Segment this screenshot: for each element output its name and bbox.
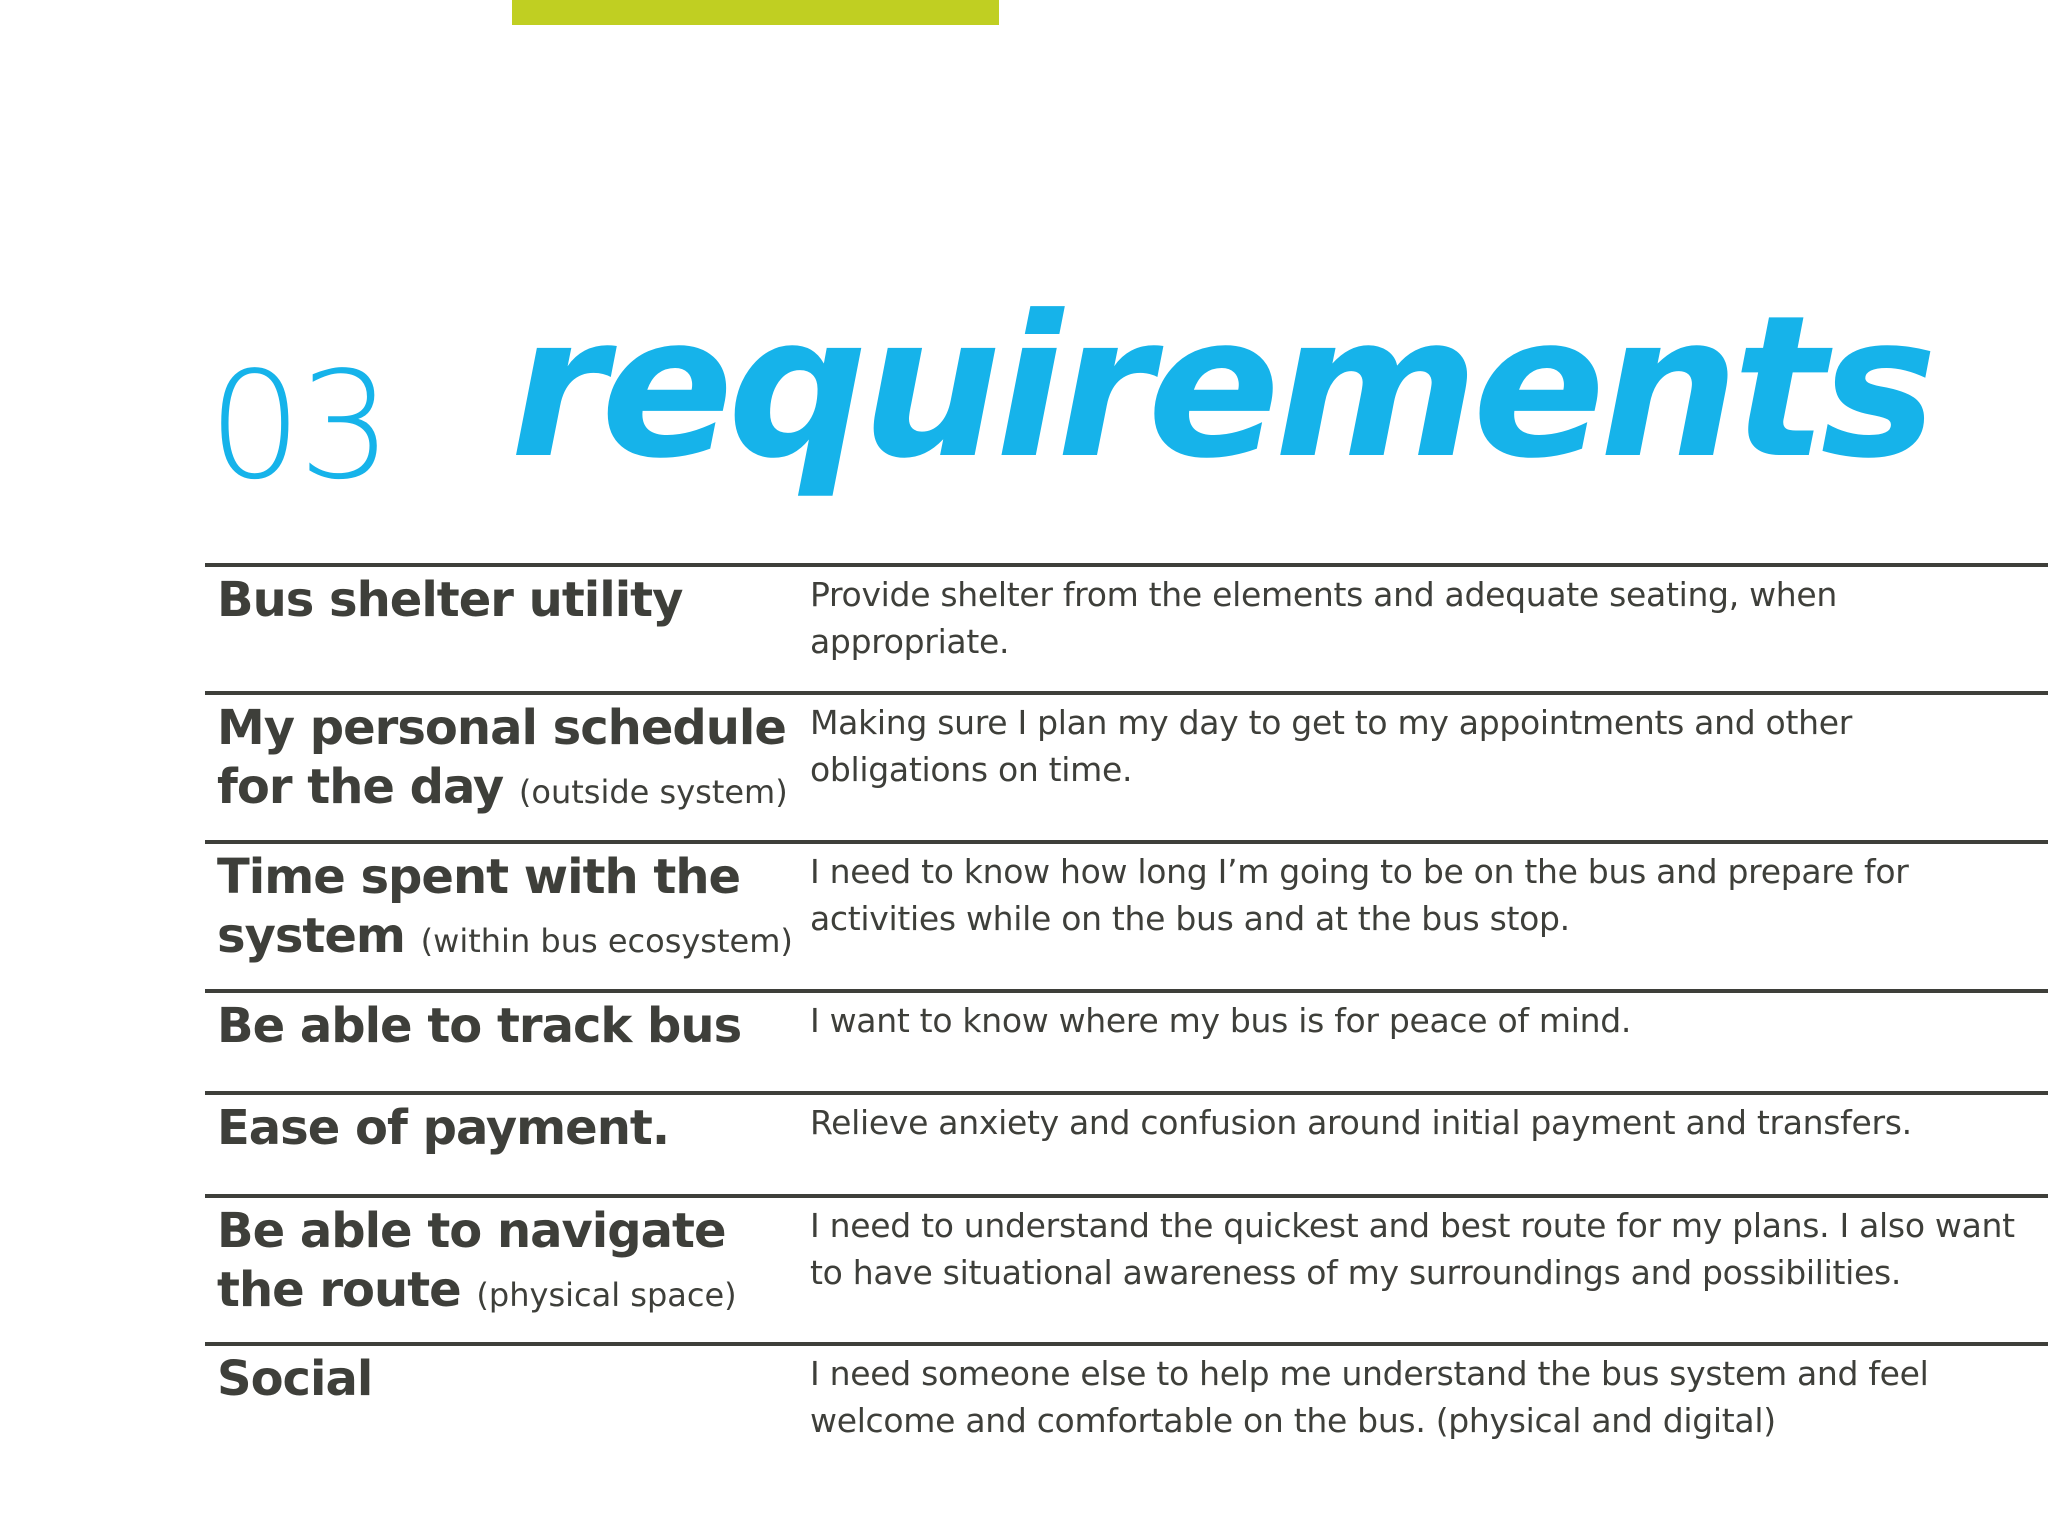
requirement-note: (outside system) xyxy=(518,773,788,811)
requirement-title: Be able to track bus xyxy=(217,998,742,1054)
requirement-label xyxy=(217,848,817,971)
requirement-label xyxy=(217,997,817,1056)
page-heading xyxy=(208,274,2008,520)
requirement-label xyxy=(217,1350,817,1409)
requirement-label xyxy=(217,1202,817,1325)
section-number: 03 xyxy=(208,340,389,512)
requirement-title: Time spent with the system xyxy=(217,849,741,964)
requirement-description: I need someone else to help me understand the bus system and feel welcome and comfortable on the bus. (physical and digital) xyxy=(810,1354,1929,1440)
requirement-title: Ease of payment. xyxy=(217,1100,670,1156)
requirement-title: Be able to navigate the route xyxy=(217,1203,726,1318)
requirement-row xyxy=(205,840,2048,989)
requirement-label xyxy=(217,571,817,630)
requirement-row xyxy=(205,1342,2048,1482)
requirement-note: (within bus ecosystem) xyxy=(420,922,793,960)
requirement-description: Provide shelter from the elements and adequate seating, when appropriate. xyxy=(810,575,1838,661)
page-title: requirements xyxy=(510,274,1932,502)
requirement-description: Relieve anxiety and confusion around initial payment and transfers. xyxy=(810,1103,1912,1142)
requirement-description: Making sure I plan my day to get to my appointments and other obligations on time. xyxy=(810,703,1852,789)
requirements-table xyxy=(205,563,2048,1482)
requirement-title: My personal schedule for the day xyxy=(217,700,786,815)
accent-bar xyxy=(512,0,999,25)
requirement-description: I need to know how long I’m going to be on the bus and prepare for activities while on the bus and at the bus stop. xyxy=(810,852,1909,938)
requirement-row xyxy=(205,1091,2048,1194)
requirement-title: Social xyxy=(217,1351,373,1407)
requirement-label xyxy=(217,1099,817,1158)
requirement-row xyxy=(205,1194,2048,1342)
requirement-row xyxy=(205,989,2048,1091)
requirement-description: I need to understand the quickest and best route for my plans. I also want to have situational awareness of my surroundings and possibilities. xyxy=(810,1206,2015,1292)
requirement-note: (physical space) xyxy=(476,1276,737,1314)
requirement-title: Bus shelter utility xyxy=(217,572,683,628)
requirement-row xyxy=(205,563,2048,691)
requirement-description: I want to know where my bus is for peace of mind. xyxy=(810,1001,1632,1040)
requirement-row xyxy=(205,691,2048,840)
requirement-label xyxy=(217,699,817,822)
